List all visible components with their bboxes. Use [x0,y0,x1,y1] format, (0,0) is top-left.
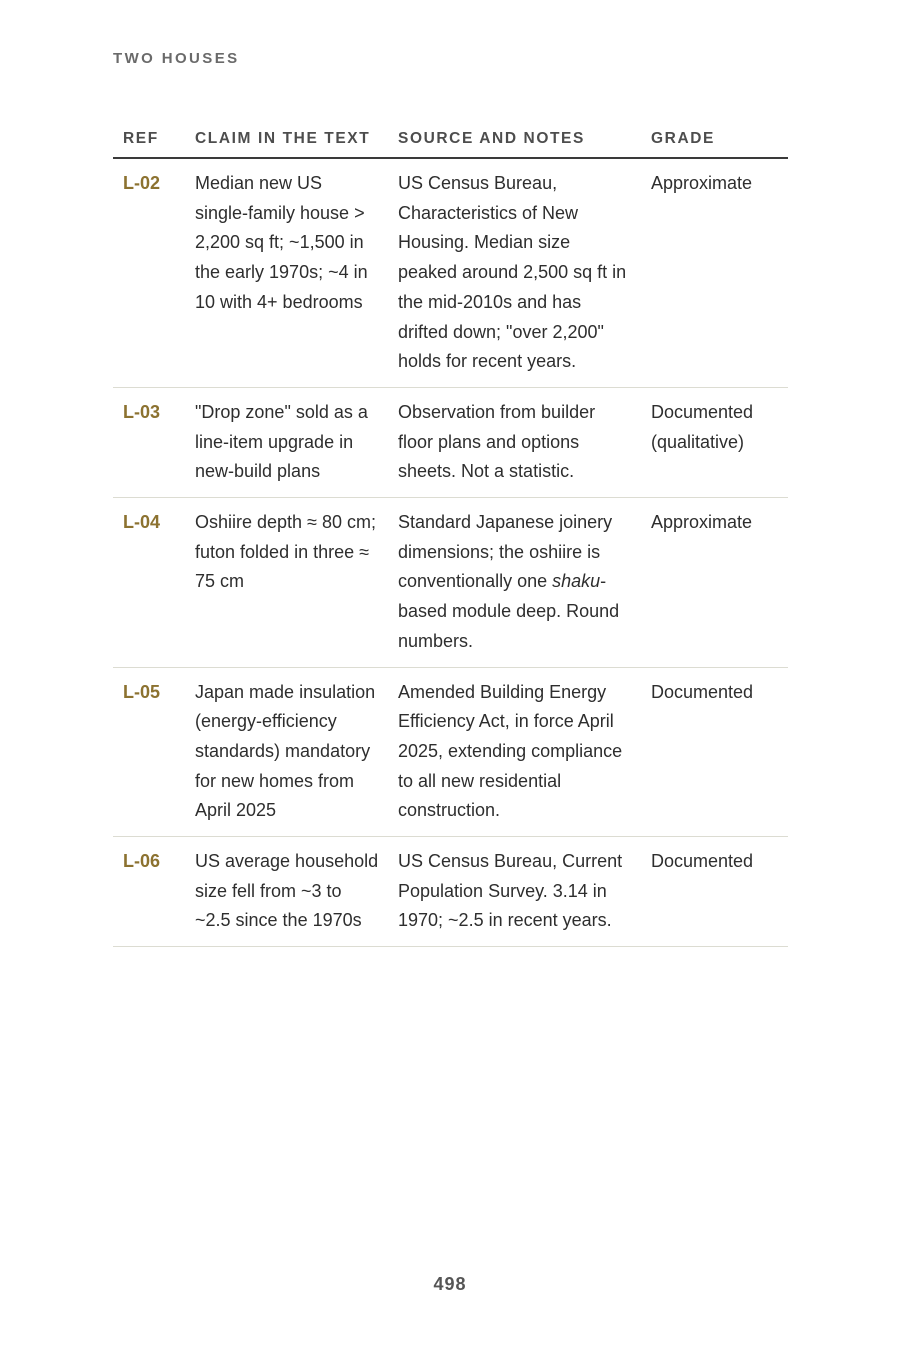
column-header-grade: GRADE [641,126,788,158]
table-header [113,126,788,158]
source-text: Amended Building Energy Efficiency Act, in force April 2025, extending compliance to all new residential construction. [398,681,623,821]
references-table [113,126,788,947]
grade-cell: Approximate [641,158,788,387]
grade-cell: Approximate [641,498,788,668]
ref-cell: L-03 [113,387,185,497]
column-header-source: SOURCE AND NOTES [388,126,641,158]
running-head: TWO HOUSES [113,50,240,67]
grade-cell: Documented (qualitative) [641,387,788,497]
page-number: 498 [433,1274,467,1294]
source-cell [388,158,641,387]
source-text: US Census Bureau, Characteristics of New Housing. Median size peaked around 2,500 sq ft in the mid-2010s and has drifted down; "over 2,200" holds for recent years. [398,173,627,372]
claim-cell: Oshiire depth ≈ 80 cm; futon folded in three ≈ 75 cm [185,498,388,668]
ref-cell: L-02 [113,158,185,387]
table-body [113,158,788,947]
claim-cell: Median new US single-family house > 2,200 sq ft; ~1,500 in the early 1970s; ~4 in 10 with 4+ bedrooms [185,158,388,387]
ref-cell: L-04 [113,498,185,668]
ref-cell: L-06 [113,837,185,947]
claim-cell: US average household size fell from ~3 to ~2.5 since the 1970s [185,837,388,947]
source-cell [388,667,641,837]
table-row [113,837,788,947]
table-row [113,387,788,497]
source-italic-term: shaku [552,571,601,592]
table-row [113,667,788,837]
column-header-claim: CLAIM IN THE TEXT [185,126,388,158]
source-text: Standard Japanese joinery dimensions; the oshiire is conventionally one [398,512,613,592]
source-cell [388,837,641,947]
grade-cell: Documented [641,667,788,837]
source-cell [388,498,641,668]
source-cell [388,387,641,497]
ref-cell: L-05 [113,667,185,837]
source-text: -based module deep. Round numbers. [398,571,620,651]
source-text: Observation from builder floor plans and options sheets. Not a statistic. [398,401,596,482]
table-row [113,498,788,668]
claim-cell: Japan made insulation (energy-efficiency standards) mandatory for new homes from April 2025 [185,667,388,837]
claim-cell: "Drop zone" sold as a line-item upgrade in new-build plans [185,387,388,497]
column-header-ref: REF [113,126,185,158]
table-row [113,158,788,387]
grade-cell: Documented [641,837,788,947]
table-header-row [113,126,788,158]
source-text: US Census Bureau, Current Population Survey. 3.14 in 1970; ~2.5 in recent years. [398,851,623,931]
